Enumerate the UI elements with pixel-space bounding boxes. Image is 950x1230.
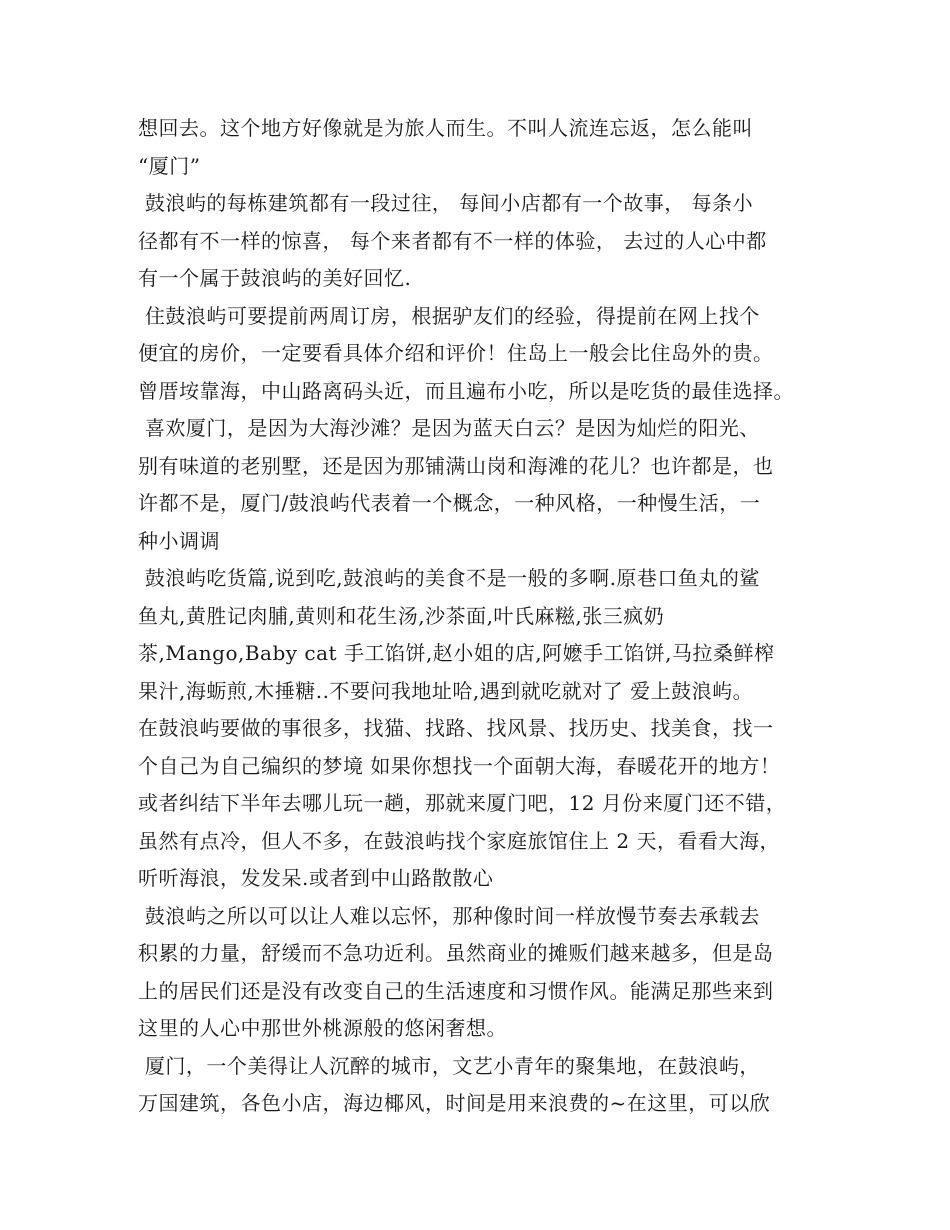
text-line: 鼓浪屿的每栋建筑都有一段过往， 每间小店都有一个故事， 每条小 (138, 191, 754, 215)
text-line: 厦门，一个美得让人沉醉的城市，文艺小青年的聚集地，在鼓浪屿， (138, 1053, 760, 1078)
text-line: 虽然有点冷，但人不多，在鼓浪屿找个家庭旅馆住上 2 天，看看大海， (138, 828, 780, 853)
text-line: 有一个属于鼓浪屿的美好回忆. (138, 266, 412, 290)
text-line: 鼓浪屿之所以可以让人难以忘怀，那种像时间一样放慢节奏去承载去 (138, 903, 760, 928)
text-line: 茶,Mango,Baby cat 手工馅饼,赵小姐的店,阿嬷手工馅饼,马拉桑鲜榨 (138, 641, 775, 665)
text-line: 许都不是，厦门/鼓浪屿代表着一个概念，一种风格，一种慢生活，一 (138, 491, 761, 515)
text-line: 或者纠结下半年去哪儿玩一趟，那就来厦门吧，12 月份来厦门还不错， (138, 791, 787, 815)
text-line: 种小调调 (138, 528, 220, 553)
text-line: 在鼓浪屿要做的事很多，找猫、找路、找风景、找历史、找美食，找一 (138, 716, 774, 740)
text-line: 住鼓浪屿可要提前两周订房，根据驴友们的经验，得提前在网上找个 (138, 303, 760, 328)
text-line: 万国建筑，各色小店，海边椰风，时间是用来浪费的~在这里，可以欣 (138, 1091, 771, 1115)
text-line: 别有味道的老别墅，还是因为那铺满山岗和海滩的花儿？也许都是，也 (138, 453, 774, 478)
text-line: 想回去。这个地方好像就是为旅人而生。不叫人流连忘返，怎么能叫 (138, 116, 753, 140)
text-line: 喜欢厦门，是因为大海沙滩？是因为蓝天白云？是因为灿烂的阳光、 (138, 416, 760, 440)
text-line: 便宜的房价，一定要看具体介绍和评价！住岛上一般会比住岛外的贵。 (138, 341, 774, 365)
text-line: 上的居民们还是没有改变自己的生活速度和习惯作风。能满足那些来到 (138, 978, 774, 1003)
text-line: 听听海浪，发发呆.或者到中山路散散心 (138, 866, 494, 890)
text-line: 积累的力量，舒缓而不急功近利。虽然商业的摊贩们越来越多，但是岛 (138, 941, 774, 965)
text-line: 这里的人心中那世外桃源般的悠闲奢想。 (138, 1016, 507, 1040)
text-line: 曾厝垵靠海，中山路离码头近，而且遍布小吃，所以是吃货的最佳选择。 (138, 378, 794, 403)
text-line: 径都有不一样的惊喜， 每个来者都有不一样的体验， 去过的人心中都 (138, 228, 767, 253)
text-line: 鼓浪屿吃货篇,说到吃,鼓浪屿的美食不是一般的多啊.原巷口鱼丸的鲨 (138, 566, 760, 590)
document-body (138, 110, 818, 1123)
text-line: 果汁,海蛎煎,木捶糖..不要问我地址哈,遇到就吃就对了 爱上鼓浪屿。 (138, 678, 754, 703)
text-line: “厦门” (138, 153, 201, 178)
text-line: 个自己为自己编织的梦境 如果你想找一个面朝大海，春暖花开的地方！ (138, 753, 781, 778)
text-line: 鱼丸,黄胜记肉脯,黄则和花生汤,沙茶面,叶氏麻糍,张三疯奶 (138, 603, 665, 628)
